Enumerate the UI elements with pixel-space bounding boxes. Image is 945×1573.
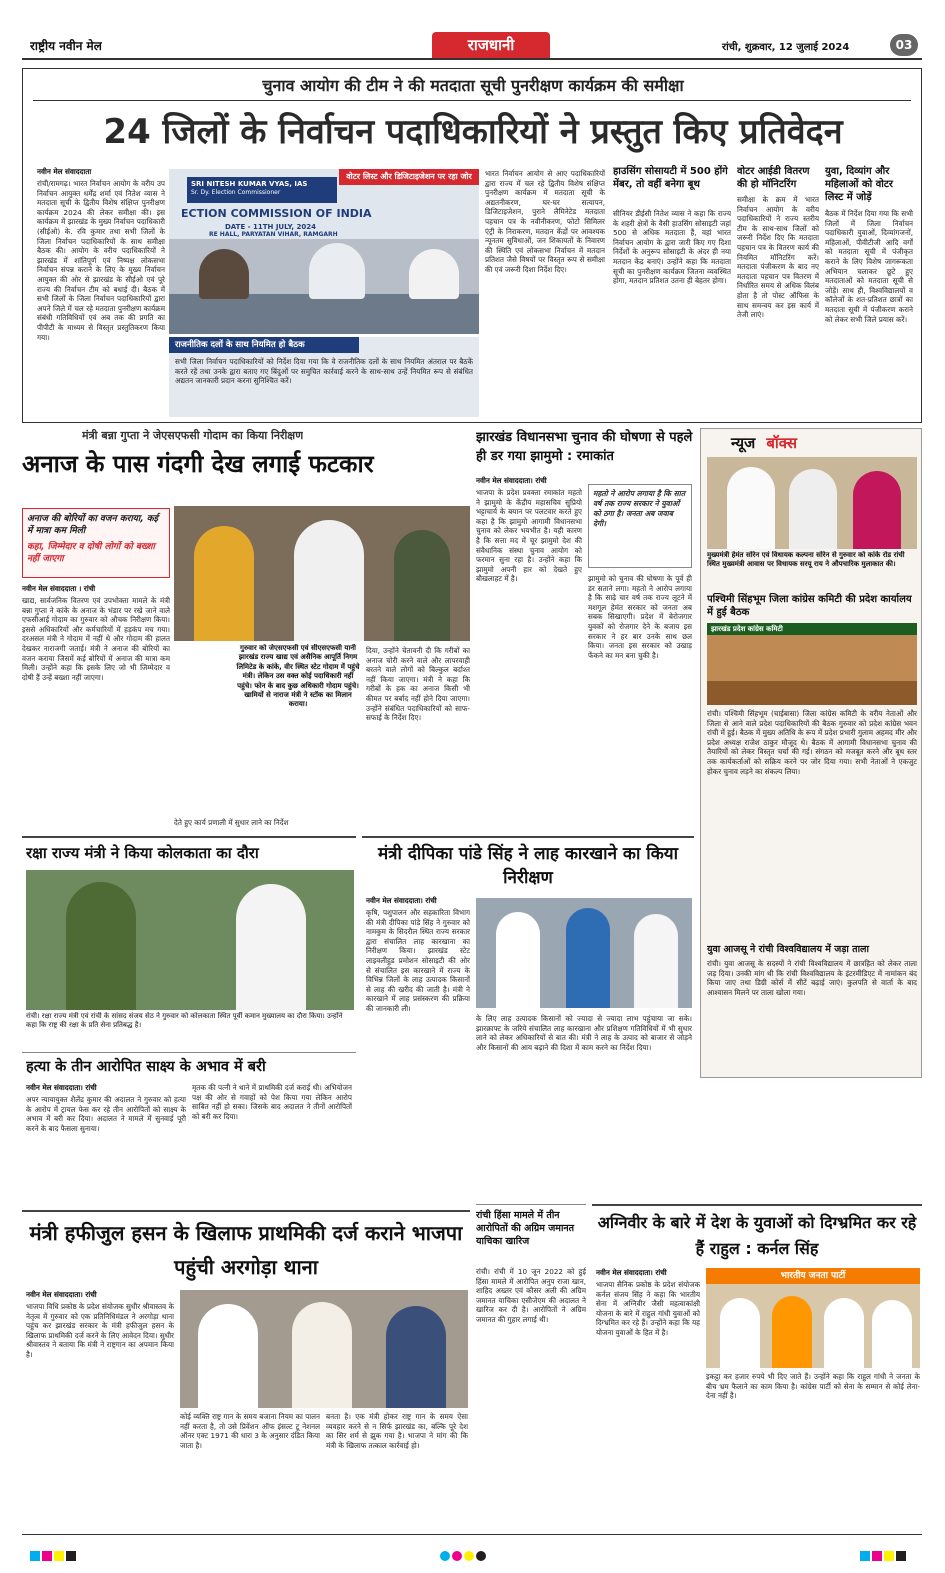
story-agniveer [592, 1204, 922, 1522]
riot-headline: रांची हिंसा मामले में तीन आरोपितों की अग्रिम जमानत याचिका खारिज [476, 1210, 575, 1247]
story-defence [22, 836, 356, 1048]
hafizul-byline: नवीन मेल संवाददाता। रांची [26, 1290, 97, 1299]
news-box-item1-banner: झारखंड प्रदेश कांग्रेस कमिटी [707, 623, 917, 635]
agniveer-headline: अग्निवीर के बारे में देश के युवाओं को दिग्भ्रमित कर रहे हैं राहुल : कर्नल सिंह [597, 1213, 917, 1258]
lead-col4-body: समीक्षा के क्रम में भारत निर्वाचन आयोग के वरीय पदाधिकारियों ने राज्य स्तरीय टीम के साथ-साथ जिलों को जरूरी निर्देश दिए कि मतदाता पहचान पत्र के वितरण कार्य की नियमित मॉनिटरिंग करें। मतदाता पंजीकरण के बाद नए मतदाता पहचान पत्र वितरण में निर्धारित समय से अधिक विलंब होता है तो पोस्ट ऑफिस के साथ समन्वय कर इस कार्य में तेजी लाएं। [737, 195, 819, 320]
agniveer-banner: भारतीय जनता पार्टी [706, 1268, 920, 1284]
lead-kicker-rule [33, 100, 911, 101]
register-right-yellow [884, 1551, 894, 1561]
photo-person-1 [199, 249, 249, 299]
news-box-photo-person-1 [727, 467, 775, 549]
deepika-photo-person-1 [496, 912, 540, 1008]
news-box [700, 428, 922, 1078]
grain-byline: नवीन मेल संवाददाता । रांची [22, 584, 96, 593]
lead-headline: 24 जिलों के निर्वाचन पदाधिकारियों ने प्रस्तुत किए प्रतिवेदन [103, 112, 843, 152]
grain-photo-person-3 [394, 530, 450, 641]
news-box-title [731, 433, 891, 455]
story-jmm [476, 428, 694, 830]
photo-nameplate-sub: Sr. Dy. Election Commissioner [191, 189, 281, 196]
riot-body: रांची। रांची में 10 जून 2022 को हुई हिंसा मामले में आरोपित अनुप राजा खान, शाहिद अख्तर एवं कौसर अली की अग्रिम जमानत याचिका एसीजेएम की अदालत ने खारिज कर दी है। आरोपितों ने अग्रिम जमानत की गुहार लगाई थी। [476, 1267, 586, 1324]
murder-byline: नवीन मेल संवाददाता। रांची [26, 1083, 97, 1092]
photo-table [169, 294, 479, 334]
lead-kicker: चुनाव आयोग की टीम ने की मतदाता सूची पुनरीक्षण कार्यक्रम की समीक्षा [262, 76, 684, 95]
news-box-item2-body: रांची। युवा आजसू के सदस्यों ने रांची विश्वविद्यालय में छात्रहित को लेकर ताला जड़ दिया। उनकी मांग थी कि रांची विश्वविद्यालय के इंटरमीडिएट में नामांकन बंद किया जाए तथा डिग्री कोर्स में सीटें बढ़ाई जाएं। कुलपति से वार्ता के बाद आश्वासन मिलने पर ताला खोला गया। [707, 959, 917, 997]
lead-col5-body: बैठक में निर्देश दिया गया कि सभी जिलों में जिला निर्वाचन पदाधिकारी युवाओं, दिव्यांगजनों, महिलाओं, पीवीटीजी आदि वर्गों को मतदाता सूची में पंजीकृत कराने के लिए विशेष जागरूकता अभियान चलाकर छूटे हुए मतदाताओं को मतदाता सूची से जोड़ें। साथ ही, विश्वविद्यालयों व कॉलेजों के शत-प्रतिशत छात्रों का मतदाता सूची में पंजीकरण कराने को लेकर सभी जिले प्रयास करें। [825, 209, 913, 324]
murder-headline: हत्या के तीन आरोपित साक्ष्य के अभाव में बरी [26, 1059, 266, 1075]
deepika-headline: मंत्री दीपिका पांडे सिंह ने लाह कारखाने का किया निरीक्षण [377, 844, 679, 888]
story-riot [476, 1204, 586, 1522]
register-yellow [54, 1551, 64, 1561]
register-right-magenta [872, 1551, 882, 1561]
story-hafizul [22, 1210, 470, 1528]
deepika-byline: नवीन मेल संवाददाता। रांची [366, 896, 437, 905]
hafizul-headline: मंत्री हफीजुल हसन के खिलाफ प्राथमिकी दर्ज कराने भाजपा पहुंची अरगोड़ा थाना [29, 1221, 463, 1279]
masthead-rule [22, 58, 922, 60]
register-cyan [30, 1551, 40, 1561]
photo-nameplate: SRI NITESH KUMAR VYAS, IAS [191, 180, 308, 188]
news-box-title-1: न्यूज [731, 434, 756, 452]
register-right-black [896, 1551, 906, 1561]
photo-venue: RE HALL, PARYATAN VIHAR, RAMGARH [209, 231, 338, 238]
hafizul-photo-person-2 [292, 1302, 352, 1408]
grain-photo [174, 506, 470, 641]
register-black [66, 1551, 76, 1561]
agniveer-body: भाजपा सैनिक प्रकोष्ठ के प्रदेश संयोजक कर्नल संजय सिंह ने कहा कि भारतीय सेना में अग्निवीर जैसी महत्वाकांक्षी योजना के बारे में राहुल गांधी युवाओं को दिग्भ्रमित कर रहे हैं। उन्होंने कहा कि यह योजना युवाओं के हित में है। [596, 1280, 700, 1337]
lead-story [22, 68, 922, 423]
deepika-photo-person-3 [634, 914, 678, 1008]
agniveer-photo-person-1 [720, 1298, 760, 1368]
jmm-headline: झारखंड विधानसभा चुनाव की घोषणा से पहले ही डर गया झामुमो : रमाकांत [476, 430, 693, 464]
agniveer-byline: नवीन मेल संवाददाता। रांची [596, 1268, 667, 1277]
footer-rule [22, 1534, 922, 1535]
register-right-cyan [860, 1551, 870, 1561]
news-box-title-2: बॉक्स [766, 434, 798, 452]
register-magenta [42, 1551, 52, 1561]
news-box-item1-photo [707, 623, 917, 705]
lead-photo [169, 169, 479, 334]
murder-body: अपर न्यायायुक्त शैलेंद्र कुमार की अदालत ने गुरुवार को हत्या के आरोप में ट्रायल फेस कर रहे तीन आरोपितों को साक्ष्य के अभाव में बरी कर दिया। अदालत ने मामले में सुनवाई पूरी करने के बाद फैसला सुनाया। [26, 1095, 186, 1133]
grain-photo-person-1 [194, 526, 254, 641]
lead-subhead-body: सभी जिला निर्वाचन पदाधिकारियों को निर्देश दिया गया कि वे राजनीतिक दलों के साथ नियमित अंतराल पर बैठकें करते रहें तथा उनके द्वारा बताए गए बिंदुओं पर समुचित कार्रवाई करने के साथ-साथ उन्हें नियमित रूप से संबंधित अद्यतन जानकारी प्रदान करना सुनिश्चित करें। [175, 357, 473, 386]
grain-col2-body: दिया, उन्होंने चेतावनी दी कि गरीबों का अनाज चोरी करने वाले और लापरवाही बरतने वाले लोगों को बिल्कुल बर्दाश्त नहीं किया जाएगा। मंत्री ने कहा कि गरीबों के हक का अनाज किसी भी कीमत पर बर्बाद नहीं होने दिया जाएगा। उन्होंने संबंधित पदाधिकारियों को साफ-सफाई के निर्देश दिए। [366, 646, 470, 723]
hafizul-photo-person-3 [386, 1306, 446, 1408]
lead-col4-head: वोटर आईडी वितरण की हो मॉनिटरिंग [737, 166, 810, 190]
section-title: राजधानी [467, 36, 515, 54]
register-center-black [476, 1551, 486, 1561]
lead-col3-head: हाउसिंग सोसायटी में 500 होंगे मेंबर, तो वहीं बनेगा बूथ [613, 166, 728, 190]
lead-subhead-box [169, 337, 479, 417]
agniveer-photo [706, 1268, 920, 1368]
register-center-magenta [452, 1551, 462, 1561]
footer-register-right [860, 1546, 908, 1565]
agniveer-photo-person-2 [772, 1296, 812, 1368]
deepika-body: कृषि, पशुपालन और सहकारिता विभाग की मंत्री दीपिका पांडे सिंह ने गुरुवार को नामकुम के सिदरौल स्थित राज्य सरकार द्वारा संचालित लाह कारखाना का निरीक्षण किया। झारखंड स्टेट लाइवलीहुड प्रमोशन सोसाइटी की ओर से संचालित इस कारखाने में राज्य के विभिन्न जिलों के लाह उत्पादक किसानों से लाह की खरीद की जाती है। मंत्री ने कारखाने में लाह प्रसंस्करण की प्रक्रिया की जानकारी ली। [366, 908, 470, 1013]
news-box-photo [707, 457, 917, 549]
news-box-item1-body: रांची। पश्चिमी सिंहभूम (चाईबासा) जिला कांग्रेस कमिटी के वरीय नेताओं और जिला से आने वाले प्रदेश पदाधिकारियों की बैठक गुरुवार को प्रदेश कांग्रेस भवन रांची में हुई। बैठक में मुख्य अतिथि के रूप में प्रदेश प्रभारी गुलाम अहमद मीर और प्रदेश अध्यक्ष राजेश ठाकुर मौजूद थे। बैठक में आगामी विधानसभा चुनाव की तैयारियों को लेकर विस्तृत चर्चा की गई। संगठन को मजबूत करने और बूथ स्तर तक कार्यकर्ताओं को सक्रिय करने पर जोर दिया गया। सभी नेताओं ने एकजुट होकर चुनाव लड़ने का संकल्प लिया। [707, 709, 917, 776]
photo-backdrop-text: ECTION COMMISSION OF INDIA [181, 207, 372, 220]
grain-headline: अनाज के पास गंदगी देख लगाई फटकार [22, 450, 374, 478]
jmm-pullquote: महतो ने आरोप लगाया है कि सात वर्ष तक राज्य सरकार ने युवाओं को ठगा है। जनता अब जवाब देगी। [593, 489, 685, 528]
grain-body: खाद्य, सार्वजनिक वितरण एवं उपभोक्ता मामले के मंत्री बन्ना गुप्ता ने कांके के अनाज के भंडार पर रखे जाने वाले एफसीआई गोदाम का गुरुवार को औचक निरीक्षण किया। इससे अधिकारियों और कर्मचारियों में हड़कंप मच गया। दरअसल मंत्री ने गोदाम में नहीं थे और गोदाम की हालत देखकर नाराजगी जताई। मंत्री ने अनाज की बोरियों का वजन कराया जिसमें कई बोरियों में अनाज की मात्रा कम मिली। उन्होंने कहा कि इसके लिए जो भी जिम्मेदार व दोषी हैं उन्हें बख्शा नहीं जाएगा। [22, 596, 170, 682]
photo-person-2 [309, 243, 365, 299]
hafizul-body: भाजपा विधि प्रकोष्ठ के प्रदेश संयोजक सुधीर श्रीवास्तव के नेतृत्व में गुरुवार को एक प्रतिनिधिमंडल ने अरगोड़ा थाना पहुंच कर झारखंड सरकार के मंत्री हफीजुल हसन के खिलाफ प्राथमिकी दर्ज करने के लिए आवेदन दिया। सुधीर श्रीवास्तव ने बताया कि मंत्री ने राष्ट्रगान का अपमान किया है। [26, 1302, 174, 1359]
hafizul-col3-body: बनता है। एक मंत्री होकर राष्ट्र गान के समय ऐसा व्यवहार करने से न सिर्फ झारखंड का, बल्कि पूरे देश का सिर शर्म से झुक गया है। भाजपा ने मांग की कि मंत्री के खिलाफ तत्काल कार्रवाई हो। [326, 1412, 468, 1450]
footer-register-center [440, 1546, 488, 1565]
jmm-pullquote-box [588, 484, 692, 568]
news-box-photo-person-3 [853, 471, 901, 549]
grain-footer-line: देते हुए कार्य प्रणाली में सुधार लाने का निर्देश [174, 818, 289, 827]
defence-photo-person-1 [66, 882, 136, 1010]
grain-photo-caption: गुरुवार को जेएसएफसी एवं सीएसएफसी यानी झारखंड राज्य खाद्य एवं असैनिक आपूर्ति निगम लिमिटेड के कांके, वीर स्थित स्टेट गोदाम में पहुंचे मंत्री। लेकिन उस वक्त कोई पदाधिकारी नहीं पहुंचे। फोन के बाद कुछ अधिकारी गोदाम पहुंचे। खामियों से नाराज मंत्री ने स्टॉक का मिलान कराया। [236, 644, 360, 814]
photo-date: DATE - 11TH JULY, 2024 [225, 223, 316, 231]
defence-photo-caption: रांची। रक्षा राज्य मंत्री एवं रांची के सांसद संजय सेठ ने गुरुवार को कोलकाता स्थित पूर्वी कमान मुख्यालय का दौरा किया। उन्होंने कहा कि राष्ट्र की रक्षा के प्रति सेना प्रतिबद्ध है। [26, 1012, 343, 1030]
register-center-cyan [440, 1551, 450, 1561]
footer-register-left [30, 1546, 78, 1565]
lead-byline: नवीन मेल संवाददाता [37, 167, 92, 176]
news-box-item2-head: युवा आजसू ने रांची विश्वविद्यालय में जड़ा ताला [707, 944, 869, 955]
agniveer-photo-person-4 [872, 1300, 912, 1368]
jmm-col2-body: झामुमो को चुनाव की घोषणा के पूर्व ही डर सताने लगा। महतो ने आरोप लगाया है कि साढ़े चार वर्ष तक राज्य लूटने में मशगूल हेमंत सरकार को जनता अब सबक सिखाएगी। प्रदेश में बेरोजगार युवकों को रोजगार देने के बजाय इस सरकार ने हर बार उनके साथ छल किया। जनता इस सरकार को उखाड़ फेंकने का मन बना चुकी है। [588, 574, 692, 660]
hafizul-photo-person-1 [198, 1304, 258, 1408]
page-number-badge [890, 34, 918, 56]
story-deepika [362, 836, 694, 1204]
agniveer-photo-person-3 [824, 1298, 864, 1368]
hafizul-photo [180, 1290, 468, 1408]
section-tab [432, 32, 550, 58]
dateline: रांची, शुक्रवार, 12 जुलाई 2024 [722, 42, 850, 53]
lead-col5-head: युवा, दिव्यांग और महिलाओं को वोटर लिस्ट में जोड़ें [825, 166, 893, 203]
defence-headline: रक्षा राज्य मंत्री ने किया कोलकाता का दौरा [26, 844, 259, 862]
page-number: 03 [895, 38, 913, 52]
paper-name: राष्ट्रीय नवीन मेल [30, 39, 102, 53]
grain-pullquote-box [22, 508, 170, 578]
lead-col2-body: भारत निर्वाचन आयोग से आए पदाधिकारियों द्वारा राज्य में चल रहे द्वितीय विशेष संक्षिप्त पुनरीक्षण कार्यक्रम में मतदाता सूची के अद्यतनीकरण, घर-घर सत्यापन, डिजिटाइजेशन, पुराने लैमिनेटेड मतदाता पहचान पत्र के नवीनीकरण, फोटो सिमिलर एंट्री के निराकरण, मतदान केंद्रों पर आवश्यक न्यूनतम सुविधाओं, जन शिकायतों के निवारण की स्थिति एवं लोकसभा निर्वाचन में मतदान प्रतिशत जैसे विषयों पर विस्तृत रूप से समीक्षा की एवं जरूरी दिशा निर्देश दिए। [485, 169, 605, 274]
news-box-item1-table [707, 681, 917, 705]
grain-kicker: मंत्री बन्ना गुप्ता ने जेएसएफसी गोदाम का किया निरीक्षण [82, 429, 304, 442]
hafizul-col2-body: कोई व्यक्ति राष्ट्र गान के समय बजाना नियम का पालन नहीं करता है, तो उसे प्रिवेंशन ऑफ इंसल्ट टू नेशनल ऑनर एक्ट 1971 की धारा 3 के अनुसार दंडित किया जाता है। [180, 1412, 320, 1450]
jmm-byline: नवीन मेल संवाददाता। रांची [476, 476, 547, 485]
story-grain [22, 428, 472, 830]
photo-person-3 [409, 249, 459, 299]
news-box-photo-person-2 [789, 469, 837, 549]
photo-nameplate-box [187, 177, 337, 203]
story-murder [22, 1052, 356, 1204]
grain-pullquote-1: अनाज की बोरियों का वजन कराया, कई में मात्रा कम मिली [27, 514, 159, 536]
deepika-photo [476, 898, 692, 1008]
grain-photo-person-2 [294, 520, 364, 641]
masthead [22, 32, 922, 60]
murder-col2-body: मृतक की पत्नी ने थाने में प्राथमिकी दर्ज कराई थी। अभियोजन पक्ष की ओर से गवाहों को पेश किया गया लेकिन आरोप साबित नहीं हो सका। जिसके बाद अदालत ने तीनों आरोपितों को बरी कर दिया। [192, 1083, 352, 1121]
lead-subhead: राजनीतिक दलों के साथ नियमित हो बैठक [169, 337, 359, 353]
defence-photo-person-2 [236, 884, 306, 1010]
deepika-photo-person-2 [566, 908, 610, 1008]
photo-banner: वोटर लिस्ट और डिजिटाइजेशन पर रहा जोर [339, 169, 479, 185]
lead-col3-body: सीनियर डीईसी नितेश व्यास ने कहा कि राज्य के शहरी क्षेत्रों के वैसी हाउसिंग सोसाइटी जहां 500 से अधिक मतदाता हैं, वहां भारत निर्वाचन आयोग के द्वारा जारी किए गए दिशा निर्देशों के अनुरूप सोसाइटी के अंदर ही नया मतदान केंद्र बनाएं। उन्होंने कहा कि मतदाता सूची का पुनरीक्षण कार्यक्रम जितना व्यवस्थित होगा, मतदान प्रतिशत उतना ही बेहतर होगा। [613, 209, 731, 286]
lead-body: रांची/रामगढ़। भारत निर्वाचन आयोग के वरीय उप निर्वाचन आयुक्त धर्मेंद्र शर्मा एवं नितेश व्यास ने मतदाता सूची के द्वितीय विशेष संक्षिप्त पुनरीक्षण कार्यक्रम 2024 की लेकर समीक्षा की। इस कार्यक्रम में झारखंड के मुख्य निर्वाचन पदाधिकारी (सीईओ) के. रवि कुमार तथा सभी जिलों के जिला निर्वाचन पदाधिकारियों के साथ समीक्षा बैठक की। आयोग के वरीय पदाधिकारियों ने झारखंड में शांतिपूर्ण एवं निष्पक्ष लोकसभा निर्वाचन संपन्न कराने के लिए के मुख्य निर्वाचन आयुक्त की ओर से झारखंड के सीईओ एवं पूरे राज्य की निर्वाचन टीम को बधाई दी। बैठक में सभी जिलों के जिला निर्वाचन पदाधिकारियों द्वारा अपने जिले में चल रहे मतदाता पुनरीक्षण कार्यक्रम संबंधी गतिविधियों एवं अब तक की प्रगति का पीपीटी के माध्यम से विस्तृत प्रस्तुतिकरण किया गया। [37, 179, 165, 342]
news-box-item1-head: पश्चिमी सिंहभूम जिला कांग्रेस कमिटी की प्रदेश कार्यालय में हुई बैठक [707, 594, 912, 618]
register-center-yellow [464, 1551, 474, 1561]
grain-pullquote-2: कहा, जिम्मेदार व दोषी लोगों को बख्शा नहीं जाएगा [27, 542, 155, 564]
defence-photo [26, 870, 354, 1010]
deepika-col2-body: के लिए लाह उत्पादक किसानों को ज्यादा से ज्यादा लाभ पहुंचाया जा सके। झारक्राफ्ट के जरिये संचालित लाह कारखाना और प्रशिक्षण गतिविधियों में भी सुधार लाने को लेकर अधिकारियों से बात की। मंत्री ने लाह के उत्पाद को बाजार से जोड़ने और किसानों की आय बढ़ाने की दिशा में काम करने का निर्देश दिया। [476, 1014, 692, 1052]
news-box-photo-caption: मुख्यमंत्री हेमंत सोरेन एवं विधायक कल्पना सोरेन से गुरुवार को कांके रोड रांची स्थित मुख्यमंत्री आवास पर विधायक सरयू राय ने औपचारिक मुलाकात की। [707, 551, 905, 569]
jmm-body: भाजपा के प्रदेश प्रवक्ता रमाकांत महतो ने झामुमो के केंद्रीय महासचिव सुप्रियो भट्टाचार्य के बयान पर पलटवार करते हुए कहा है कि झामुमो आगामी विधानसभा चुनाव को लेकर भयभीत है। यही कारण है कि सत्ता मद में चूर झामुमो देश की संवैधानिक संस्था चुनाव आयोग को फरमान सुना रहा है। उन्होंने कहा कि झामुमो अपनी हार को देखते हुए बौखलाहट में है। [476, 488, 582, 584]
agniveer-col2-body: इकट्ठा कर हजार रुपये भी दिए जाते हैं। उन्होंने कहा कि राहुल गांधी ने जनता के बीच भ्रम फैलाने का काम किया है। कांग्रेस पार्टी को सेना के सम्मान से कोई लेना-देना नहीं है। [706, 1372, 920, 1401]
